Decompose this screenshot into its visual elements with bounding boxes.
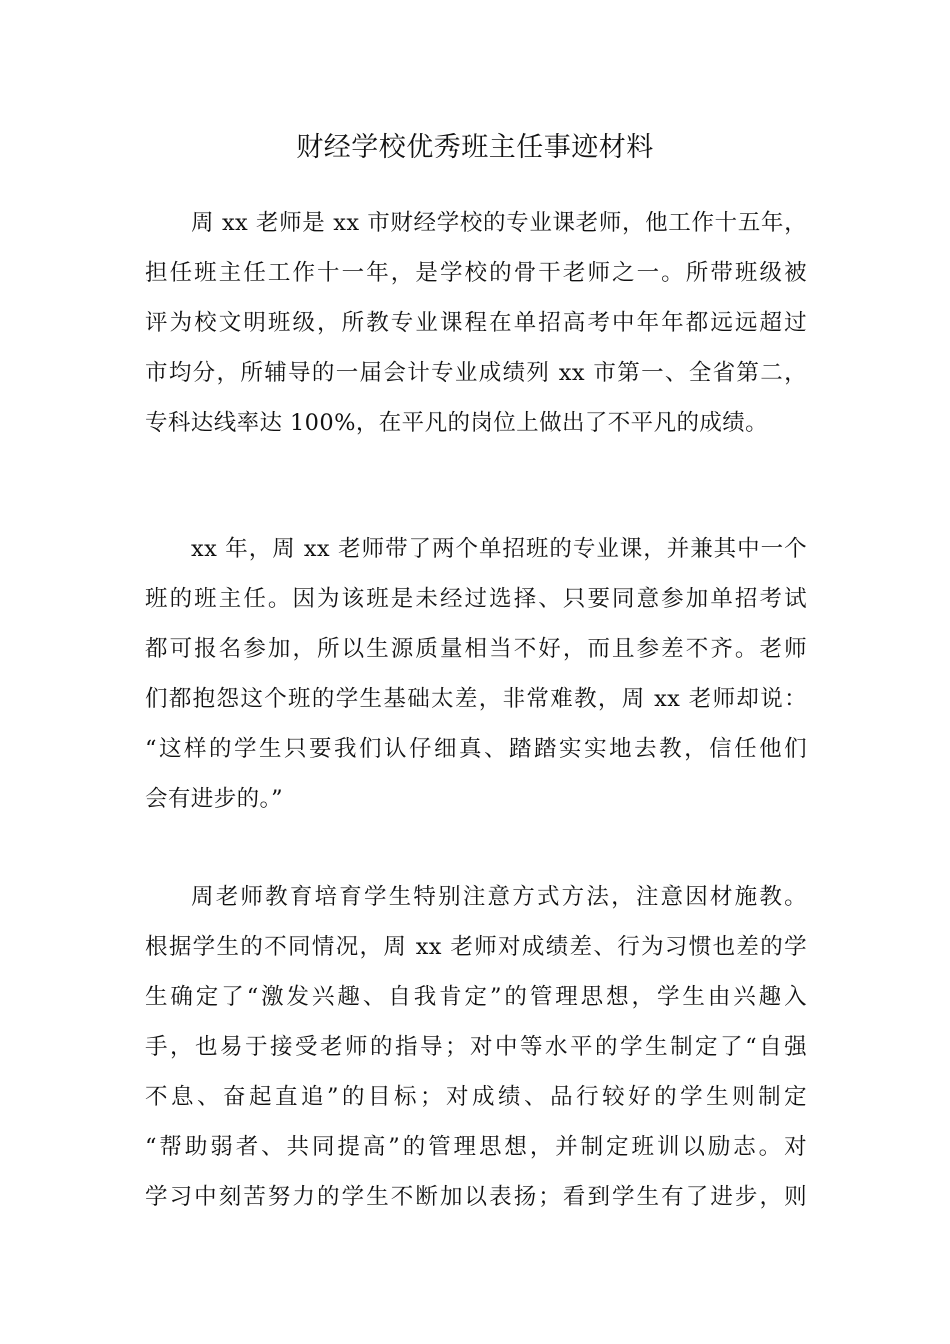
paragraph-line: 们都抱怨这个班的学生基础太差，非常难教，周 xx 老师却说：: [145, 686, 807, 712]
paragraph-line: 都可报名参加，所以生源质量相当不好，而且参差不齐。老师: [145, 636, 807, 662]
paragraph-line: 学习中刻苦努力的学生不断加以表扬；看到学生有了进步，则: [145, 1184, 807, 1210]
paragraph-1: [145, 198, 807, 448]
paragraph-2: [145, 524, 807, 824]
paragraph-line: 手，也易于接受老师的指导；对中等水平的学生制定了“自强: [145, 1034, 807, 1060]
paragraph-line: 不息、奋起直追”的目标；对成绩、品行较好的学生则制定: [145, 1084, 807, 1110]
paragraph-line: 周 xx 老师是 xx 市财经学校的专业课老师，他工作十五年，: [191, 210, 807, 236]
paragraph-line: 评为校文明班级，所教专业课程在单招高考中年年都远远超过: [145, 310, 807, 336]
document-title: 财经学校优秀班主任事迹材料: [296, 132, 654, 163]
paragraph-line: 会有进步的。”: [145, 786, 284, 812]
paragraph-line: 班的班主任。因为该班是未经过选择、只要同意参加单招考试: [145, 586, 807, 612]
paragraph-line: “这样的学生只要我们认仔细真、踏踏实实地去教，信任他们: [145, 736, 807, 762]
paragraph-line: 担任班主任工作十一年，是学校的骨干老师之一。所带班级被: [145, 260, 807, 286]
paragraph-line: “帮助弱者、共同提高”的管理思想，并制定班训以励志。对: [145, 1134, 807, 1160]
paragraph-line: 市均分，所辅导的一届会计专业成绩列 xx 市第一、全省第二，: [145, 360, 807, 386]
paragraph-3: [145, 872, 807, 1222]
paragraph-line: 专科达线率达 100%，在平凡的岗位上做出了不平凡的成绩。: [145, 410, 769, 436]
paragraph-line: 周老师教育培育学生特别注意方式方法，注意因材施教。: [191, 884, 807, 910]
paragraph-line: 根据学生的不同情况，周 xx 老师对成绩差、行为习惯也差的学: [145, 934, 807, 960]
paragraph-line: xx 年，周 xx 老师带了两个单招班的专业课，并兼其中一个: [191, 536, 807, 562]
paragraph-line: 生确定了“激发兴趣、自我肯定”的管理思想，学生由兴趣入: [145, 984, 807, 1010]
